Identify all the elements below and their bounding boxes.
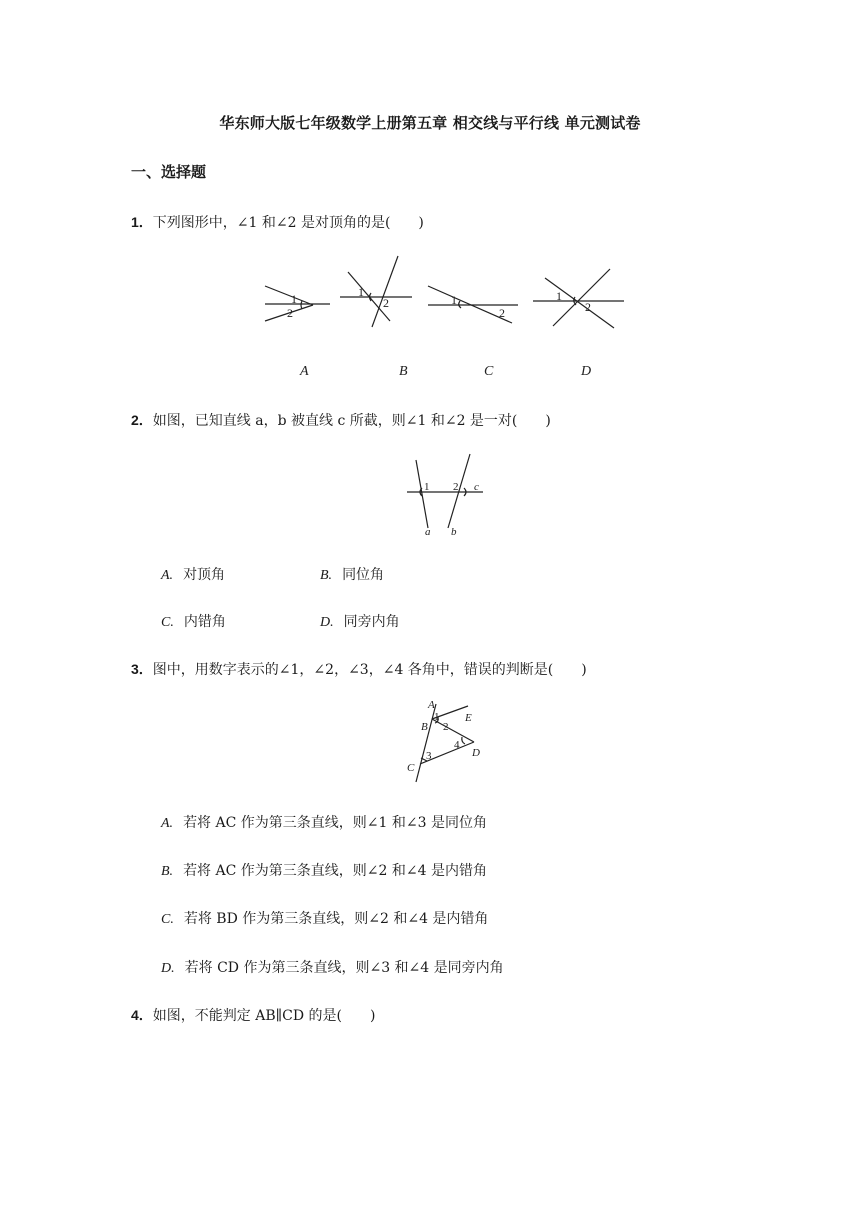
angle-1-label: 1 [291, 292, 297, 306]
option-text: 若将 AC 作为第三条直线，则∠2 和∠4 是内错角 [183, 863, 487, 879]
angle-3-label: 3 [426, 750, 432, 762]
option-text: 内错角 [183, 614, 226, 630]
option-text: 同旁内角 [343, 614, 400, 630]
angle-2-label: 2 [443, 721, 449, 733]
point-a-label: A [428, 699, 435, 711]
point-b-label: B [421, 721, 428, 733]
q1-figure-a [265, 286, 330, 321]
q1-figure-d [533, 269, 624, 328]
option-a[interactable] [161, 812, 487, 832]
figure-label-b: B [399, 364, 408, 379]
line-a-label: a [425, 526, 431, 538]
question-number: 4． [131, 1007, 153, 1023]
option-text: 对顶角 [183, 567, 226, 583]
question-1 [131, 212, 424, 232]
option-b[interactable] [161, 860, 487, 880]
q1-figure-b [340, 256, 412, 327]
option-b[interactable] [320, 564, 384, 584]
angle-2-label: 2 [499, 306, 505, 320]
question-number: 2． [131, 412, 153, 428]
option-text: 若将 AC 作为第三条直线，则∠1 和∠3 是同位角 [183, 815, 487, 831]
line-c-label: c [474, 481, 479, 493]
option-a[interactable] [161, 564, 225, 584]
angle-1-label: 1 [556, 289, 562, 303]
angle-1-label: 1 [424, 481, 430, 493]
question-2 [131, 410, 551, 430]
question-text: 下列图形中，∠1 和∠2 是对顶角的是( ) [152, 215, 424, 231]
option-c[interactable] [161, 611, 226, 631]
angle-2-label: 2 [287, 306, 293, 320]
option-c[interactable] [161, 908, 488, 928]
q2-figure [398, 450, 498, 542]
section-heading: 一、选择题 [131, 163, 207, 181]
option-d[interactable] [320, 611, 400, 631]
option-letter: D. [320, 615, 334, 630]
angle-1-label: 1 [451, 293, 457, 307]
option-letter: A. [161, 568, 174, 583]
angle-1-label: 1 [434, 711, 440, 723]
question-text: 如图，已知直线 a，b 被直线 c 所截，则∠1 和∠2 是一对( ) [152, 413, 551, 429]
figure-label-c: C [484, 364, 494, 379]
figure-label-a: A [300, 364, 309, 379]
figure-label-d: D [581, 364, 592, 379]
question-number: 3． [131, 661, 153, 677]
page-title: 华东师大版七年级数学上册第五章 相交线与平行线 单元测试卷 [219, 114, 641, 132]
angle-2-label: 2 [383, 296, 389, 310]
q1-figures [250, 248, 640, 388]
option-text: 同位角 [342, 567, 385, 583]
angle-2-label: 2 [453, 481, 459, 493]
angle-4-label: 4 [454, 739, 460, 751]
point-d-label: D [472, 747, 480, 759]
option-d[interactable] [161, 957, 504, 977]
option-letter: B. [320, 568, 333, 583]
question-number: 1． [131, 214, 153, 230]
option-letter: A. [161, 816, 174, 831]
line-b-label: b [451, 526, 457, 538]
angle-1-label: 1 [358, 285, 364, 299]
option-letter: D. [161, 961, 175, 976]
q3-figure [400, 692, 500, 792]
question-text: 图中，用数字表示的∠1，∠2，∠3，∠4 各角中，错误的判断是( ) [152, 662, 587, 678]
option-text: 若将 CD 作为第三条直线，则∠3 和∠4 是同旁内角 [184, 960, 504, 976]
option-letter: B. [161, 864, 174, 879]
option-letter: C. [161, 912, 174, 927]
option-letter: C. [161, 615, 174, 630]
option-text: 若将 BD 作为第三条直线，则∠2 和∠4 是内错角 [183, 911, 489, 927]
question-3 [131, 659, 587, 679]
point-e-label: E [465, 712, 472, 724]
question-text: 如图，不能判定 AB∥CD 的是( ) [152, 1008, 376, 1024]
question-4 [131, 1005, 375, 1025]
point-c-label: C [407, 762, 415, 774]
angle-2-label: 2 [585, 300, 591, 314]
